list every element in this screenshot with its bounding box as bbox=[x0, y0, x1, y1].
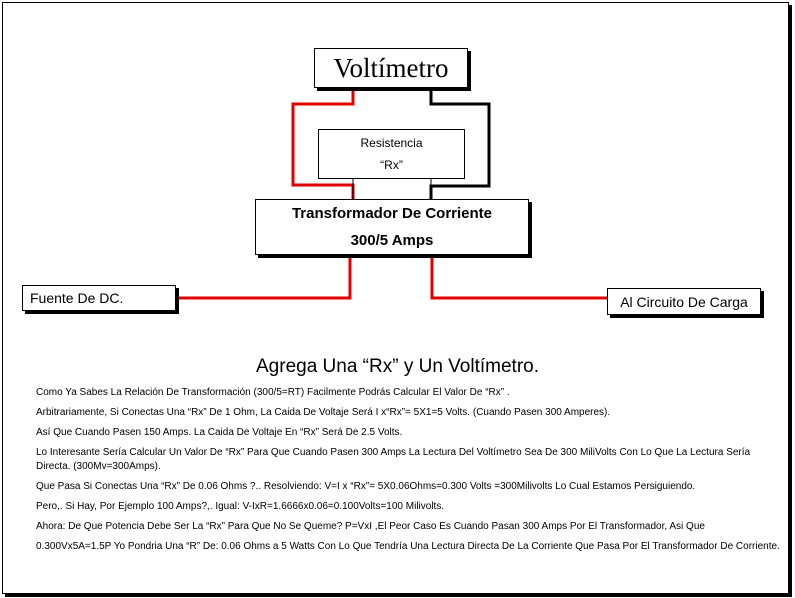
voltmeter-box bbox=[314, 48, 468, 88]
load-circuit-label: Al Circuito De Carga bbox=[620, 293, 748, 310]
paragraph: Así Que Cuando Pasen 150 Amps. La Caida De Voltaje En “Rx” Será De 2.5 Volts. bbox=[36, 427, 403, 438]
voltmeter-label: Voltímetro bbox=[333, 52, 449, 83]
red-wire-source bbox=[176, 255, 350, 298]
load-circuit-box bbox=[607, 288, 761, 315]
paragraph: Como Ya Sabes La Relación De Transformación (300/5=RT) Facilmente Podrás Calcular El Valor De “Rx” . bbox=[36, 387, 510, 398]
resistor-box bbox=[318, 129, 465, 179]
paragraph: Ahora: De Que Potencia Debe Ser La “Rx” Para Que No Se Queme? P=VxI ,El Peor Caso Es Cuando Pasan 300 Amps Por El Transformador, Asi Que bbox=[36, 521, 705, 532]
resistor-symbol: “Rx” bbox=[380, 158, 403, 172]
paragraph: Lo Interesante Sería Calcular Un Valor De “Rx” Para Que Cuando Pasen 300 Amps La Lectura Del Voltímetro Sea De 300 MiliVolts Con Lo Que La Lectura Sería Directa. (300Mv=300Amps). bbox=[36, 447, 751, 472]
red-wire-load bbox=[432, 255, 607, 298]
section-heading: Agrega Una “Rx” y Un Voltímetro. bbox=[256, 356, 539, 377]
paragraph: 0.300Vx5A=1.5P Yo Pondria Una “R” De: 0.06 Ohms a 5 Watts Con Lo Que Tendría Una Lectura Directa De La Corriente Que Pasa Por El Transformador De Corriente. bbox=[36, 541, 780, 552]
transformer-box bbox=[255, 199, 529, 255]
dc-source-box bbox=[22, 285, 176, 311]
explanation-text bbox=[36, 386, 781, 560]
resistor-label: Resistencia bbox=[360, 136, 423, 150]
transformer-ratio: 300/5 Amps bbox=[350, 232, 434, 249]
paragraph: Pero,. Si Hay, Por Ejemplo 100 Amps?,. Igual: V-IxR=1.6666x0.06=0.100Volts=100 Milivolts. bbox=[36, 501, 445, 512]
paragraph: Que Pasa Si Conectas Una “Rx” De 0.06 Ohms ?.. Resolviendo: V=I x “Rx”= 5X0.06Ohms=0.300 Volts =300Milivolts Lo Cual Estamos Persiguiendo. bbox=[36, 481, 696, 492]
transformer-title: Transformador De Corriente bbox=[291, 205, 493, 222]
dc-source-label: Fuente De DC. bbox=[30, 290, 124, 306]
paragraph: Arbitrariamente, Si Conectas Una “Rx” De 1 Ohm, La Caida De Voltaje Será I x“Rx”= 5X1=5 Volts. (Cuando Pasen 300 Amperes). bbox=[36, 407, 611, 418]
